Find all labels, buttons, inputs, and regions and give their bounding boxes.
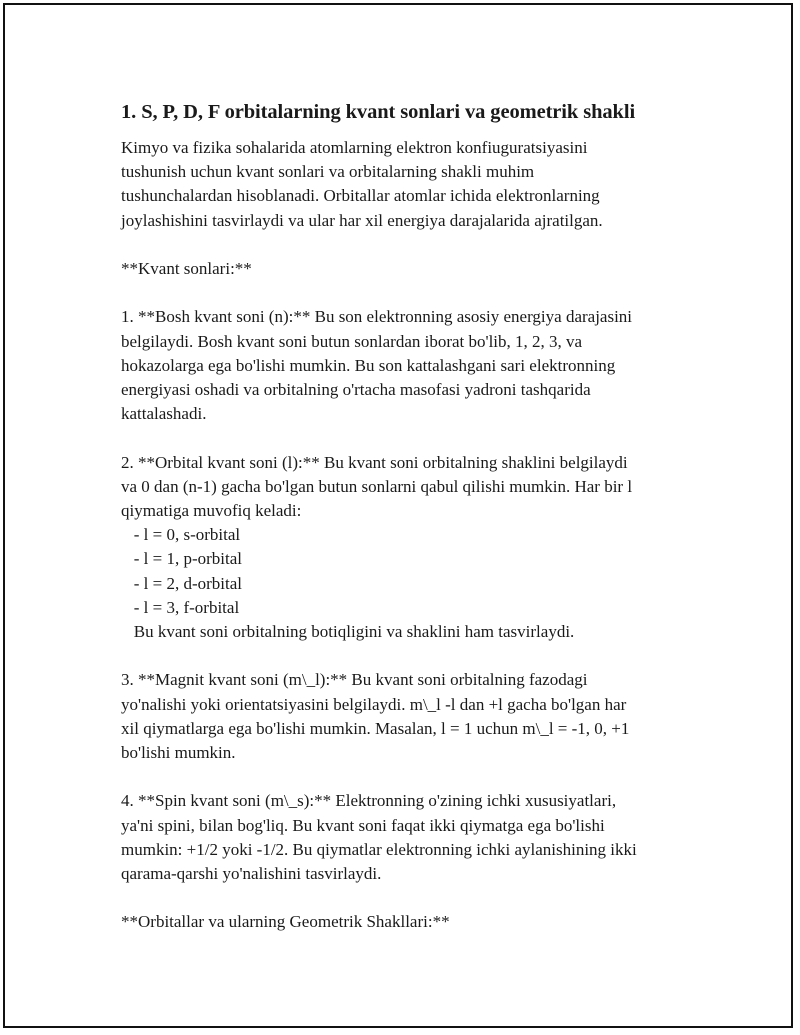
blank-line	[121, 886, 701, 910]
section-heading: **Orbitallar va ularning Geometrik Shakllari:**	[121, 912, 450, 932]
text-line: xil qiymatlarga ega bo'lishi mumkin. Masalan, l = 1 uchun m\_l = -1, 0, +1	[121, 718, 630, 738]
text-line: 3. **Magnit kvant soni (m\_l):** Bu kvant soni orbitalning fazodagi	[121, 670, 588, 690]
text-line: kattalashadi.	[121, 404, 207, 424]
section-heading: **Kvant sonlari:**	[121, 259, 252, 278]
text-line: bo'lishi mumkin.	[121, 743, 236, 763]
list-item: - l = 1, p-orbital	[121, 549, 243, 569]
text-line: 4. **Spin kvant soni (m\_s):** Elektronning o'zining ichki xususiyatlari,	[121, 791, 617, 811]
document-body	[121, 99, 701, 935]
blank-line	[121, 426, 701, 450]
text-line: va 0 dan (n-1) gacha bo'lgan butun sonlarni qabul qilishi mumkin. Har bir l	[121, 476, 633, 496]
text-line: ya'ni spini, bilan bog'liq. Bu kvant soni faqat ikki qiymatga ega bo'lishi	[121, 815, 605, 835]
list-item: - l = 0, s-orbital	[121, 525, 241, 545]
text-line: qiymatiga muvofiq keladi:	[121, 501, 302, 520]
list-item: - l = 2, d-orbital	[121, 573, 243, 593]
list-item: - l = 3, f-orbital	[121, 597, 240, 617]
text-line: tushunish uchun kvant sonlari va orbitalarning shakli muhim	[121, 162, 535, 182]
text-line: joylashishini tasvirlaydi va ular har xil energiya darajalarida ajratilgan.	[121, 210, 603, 230]
blank-line	[121, 765, 701, 789]
text-line: Kimyo va fizika sohalarida atomlarning elektron konfiuguratsiyasini	[121, 138, 588, 157]
text-line: hokazolarga ega bo'lishi mumkin. Bu son kattalashgani sari elektronning	[121, 355, 616, 375]
text-line: mumkin: +1/2 yoki -1/2. Bu qiymatlar elektronning ichki aylanishining ikki	[121, 839, 637, 859]
text-line: 2. **Orbital kvant soni (l):** Bu kvant soni orbitalning shaklini belgilaydi	[121, 452, 628, 472]
blank-line	[121, 281, 701, 305]
blank-line	[121, 644, 701, 668]
body-text	[121, 136, 701, 935]
text-line: 1. **Bosh kvant soni (n):** Bu son elektronning asosiy energiya darajasini	[121, 307, 633, 327]
text-line: qarama-qarshi yo'nalishini tasvirlaydi.	[121, 864, 382, 884]
text-line: tushunchalardan hisoblanadi. Orbitallar atomlar ichida elektronlarning	[121, 186, 600, 206]
text-line: yo'nalishi yoki orientatsiyasini belgilaydi. m\_l -l dan +l gacha bo'lgan har	[121, 694, 627, 714]
page-frame	[3, 3, 793, 1028]
document-title: 1. S, P, D, F orbitalarning kvant sonlari va geometrik shakli	[121, 101, 636, 123]
text-line: energiyasi oshadi va orbitalning o'rtacha masofasi yadroni tashqarida	[121, 380, 591, 399]
blank-line	[121, 233, 701, 257]
text-line: Bu kvant soni orbitalning botiqligini va shaklini ham tasvirlaydi.	[121, 622, 575, 642]
text-line: belgilaydi. Bosh kvant soni butun sonlardan iborat bo'lib, 1, 2, 3, va	[121, 331, 583, 351]
